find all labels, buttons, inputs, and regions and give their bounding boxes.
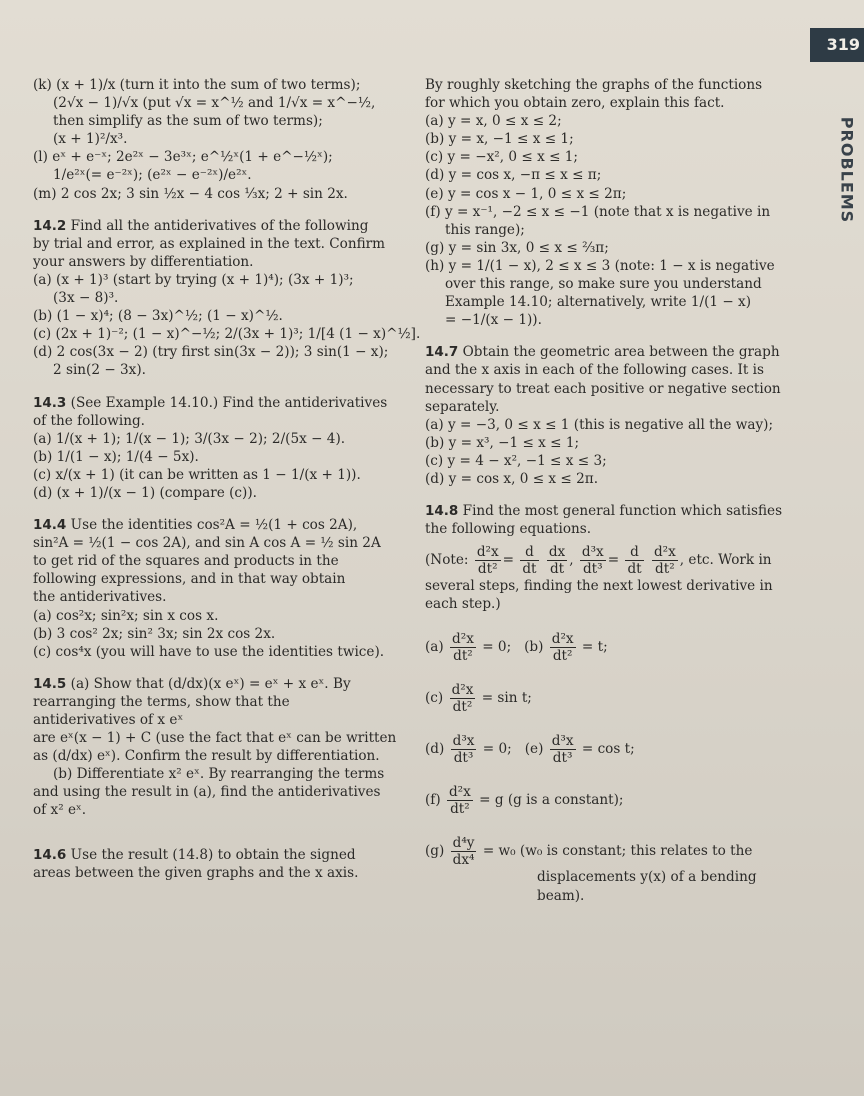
problem-line: (k) (x + 1)/x (turn it into the sum of two terms); bbox=[33, 77, 361, 93]
problem-number: 14.3 bbox=[33, 394, 67, 411]
problem-14-7: 14.7 Obtain the geometric area between the graph and the x axis in each of the following cases. It is necessary to treat each positive or negative section separately. (a) y = −3, 0 ≤ x ≤ 1 (this is negative all the way); (b) y = x³, −1 ≤ x ≤ 1; (c) y = 4 − x², −1 ≤ x ≤ 3; (d) y = cos x, 0 ≤ x ≤ 2π. bbox=[425, 344, 781, 487]
equation-c: (c) $\frac{\text{d²x}}{\text{dt²}}$ = sin t; bbox=[425, 682, 532, 716]
note-line: (Note: $\frac{\text{d²x}}{\text{dt²}}$ = $\frac{d}{dt}$ $\frac{dx}{dt}$ , $\frac{\text{d³x}}{\text{dt³}}$ = $\frac{d}{dt}$ $\frac{\text{d²x}}{\text{dt²}}$ , etc. Work in bbox=[425, 544, 772, 578]
problem-14-2: 14.2 Find all the antiderivatives of the following by trial and error, as explained in the text. Confirm your answers by differentiation. (a) (x + 1)³ (start by trying (x + 1)⁴); (3x + 1)³; (3x − 8)³. (b) (1 − x)⁴; (8 − 3x)^½; (1 − x)^½. (c) (2x + 1)⁻²; (1 − x)^−½; 2/(3x + 1)³; 1/[4 (1 − x)^½]. (d) 2 cos(3x − 2) (try first sin(3x − 2)); 3 sin(1 − x); 2 sin(2 − 3x). bbox=[33, 217, 421, 379]
problem-line: (l) eˣ + e⁻ˣ; 2e²ˣ − 3e³ˣ; e^½ˣ(1 + e^−½ˣ); bbox=[33, 149, 333, 166]
equation-f: (f) $\frac{\text{d²x}}{\text{dt²}}$ = g (g is a constant); bbox=[425, 784, 624, 818]
problem-number: 14.4 bbox=[33, 517, 67, 534]
problem-14-8: 14.8 Find the most general function which satisfies the following equations. (Note: $\frac{\text{d²x}}{\text{dt²}}$ = $\frac{d}{dt}$ $\frac{dx}{dt}$ , $\frac{\text{d³x}}{\text{dt³}}$ = $\frac{d}{dt}$ $\frac{\text{d²x}}{\text{dt²}}$ , etc. Work in several steps, finding the next lowest derivative in each step.) (a) $\frac{\text{d²x}}{\text{dt²}}$ = 0; (b) $\frac{\text{d²x}}{\text{dt²}}$ = t; (c) $\frac{\text{d²x}}{\text{dt²}}$ = sin t; (d) $\frac{\text{d³x}}{\text{dt³}}$ = 0; (e) $\frac{\text{d³x}}{\text{dt³}}$ = cos t; (f) $\frac{\text{d²x}}{\text{dt²}}$ = g (g is a constant); (g) $\frac{\text{d⁴y}}{\text{dx⁴}}$ = w₀ (w₀ is constant; this relates to the displacements y(x) of a bending beam). bbox=[425, 502, 810, 905]
problem-number: 14.7 bbox=[425, 344, 459, 361]
problem-14-6-continued: By roughly sketching the graphs of the functions for which you obtain zero, explain this fact. (a) y = x, 0 ≤ x ≤ 2; (b) y = x, −1 ≤ x ≤ 1; (c) y = −x², 0 ≤ x ≤ 1; (d) y = cos x, −π ≤ x ≤ π; (e) y = cos x − 1, 0 ≤ x ≤ 2π; (f) y = x⁻¹, −2 ≤ x ≤ −1 (note that x is negative in this range); (g) y = sin 3x, 0 ≤ x ≤ ⅔π; (h) y = 1/(1 − x), 2 ≤ x ≤ 3 (note: 1 − x is negative over this range, so make sure you understand Example 14.10; alternatively, write 1/(1 − x) = −1/(x − 1)). bbox=[425, 77, 775, 329]
running-head: PROBLEMS bbox=[837, 116, 857, 224]
problem-number: 14.5 bbox=[33, 675, 67, 692]
problem-number: 14.2 bbox=[33, 217, 67, 234]
equation-g: (g) $\frac{\text{d⁴y}}{\text{dx⁴}}$ = w₀ (w₀ is constant; this relates to the bbox=[425, 835, 753, 869]
equation-a-b: (a) $\frac{\text{d²x}}{\text{dt²}}$ = 0; (b) $\frac{\text{d²x}}{\text{dt²}}$ = t; bbox=[425, 631, 608, 665]
problem-14-6: 14.6 Use the result (14.8) to obtain the signed areas between the given graphs and the x axis. bbox=[33, 846, 359, 881]
problem-14-4: 14.4 Use the identities cos²A = ½(1 + cos 2A), sin²A = ½(1 − cos 2A), and sin A cos A = ½ sin 2A to get rid of the squares and products in the following expressions, and in that way obtain the antiderivatives. (a) cos²x; sin²x; sin x cos x. (b) 3 cos² 2x; sin² 3x; sin 2x cos 2x. (c) cos⁴x (you will have to use the identities twice). bbox=[33, 517, 385, 660]
problem-14-3: 14.3 (See Example 14.10.) Find the antiderivatives of the following. (a) 1/(x + 1); 1/(x − 1); 3/(3x − 2); 2/(5x − 4). (b) 1/(1 − x); 1/(4 − 5x). (c) x/(x + 1) (it can be written as 1 − 1/(x + 1)). (d) (x + 1)/(x − 1) (compare (c)). bbox=[33, 394, 388, 501]
problem-line: (m) 2 cos 2x; 3 sin ½x − 4 cos ⅓x; 2 + sin 2x. bbox=[33, 185, 348, 202]
left-column bbox=[33, 76, 421, 882]
problem-line: 1/e²ˣ(= e⁻²ˣ); (e²ˣ − e⁻²ˣ)/e²ˣ. bbox=[53, 167, 252, 184]
right-column bbox=[425, 76, 810, 905]
problem-line: then simplify as the sum of two terms); bbox=[53, 113, 323, 130]
problem-line: (2√x − 1)/√x (put √x = x^½ and 1/√x = x^−½, bbox=[53, 95, 376, 112]
problem-number: 14.6 bbox=[33, 846, 67, 863]
equation-d-e: (d) $\frac{\text{d³x}}{\text{dt³}}$ = 0; (e) $\frac{\text{d³x}}{\text{dt³}}$ = cos t; bbox=[425, 733, 635, 767]
problem-number: 14.8 bbox=[425, 503, 459, 520]
problem-14-5: 14.5 (a) Show that (d/dx)(x eˣ) = eˣ + x eˣ. By rearranging the terms, show that the antiderivatives of x eˣ are eˣ(x − 1) + C (use the fact that eˣ can be written as (d/dx) eˣ). Confirm the result by differentiation. (b) Differentiate x² eˣ. By rearranging the terms and using the result in (a), find the antiderivatives of x² eˣ. bbox=[33, 675, 397, 819]
problem-line: (x + 1)²/x³. bbox=[53, 131, 128, 148]
page-number: 319 bbox=[810, 28, 864, 62]
